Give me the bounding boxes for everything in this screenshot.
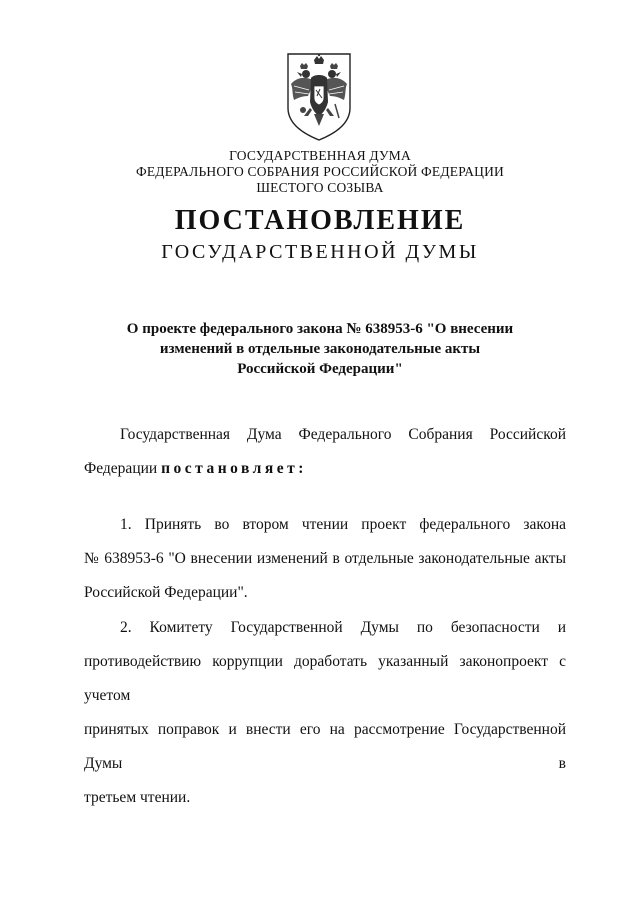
subject-line-3: Российской Федерации" (237, 361, 403, 377)
preamble-text: Федерации (84, 460, 162, 477)
preamble-line-2 (84, 452, 566, 486)
subject-line-2: изменений в отдельные законодательные акты (159, 341, 481, 357)
resolves-word: постановляет: (161, 460, 307, 477)
item-2-line-3: принятых поправок и внести его на рассмотрение Государственной Думы в (84, 721, 566, 772)
item-1-line-2: № 638953-6 "О внесении изменений в отдельные законодательные акты (84, 550, 566, 567)
subject-line-1: О проекте федерального закона № 638953-6 "О внесении (126, 321, 514, 337)
item-2-line-2: противодействию коррупции доработать указанный законопроект с учетом (84, 653, 566, 704)
header-line-3: ШЕСТОГО СОЗЫВА (256, 180, 384, 195)
subject-block (120, 319, 520, 379)
header-line-2: ФЕДЕРАЛЬНОГО СОБРАНИЯ РОССИЙСКОЙ ФЕДЕРАЦИИ (136, 164, 504, 179)
preamble (84, 418, 566, 486)
item-2-line-1: 2. Комитету Государственной Думы по безопасности и (120, 619, 566, 636)
item-1-line-1: 1. Принять во втором чтении проект федерального закона (120, 516, 566, 533)
document-title: ПОСТАНОВЛЕНИЕ (174, 205, 466, 236)
item-2 (84, 611, 566, 815)
header-line-1: ГОСУДАРСТВЕННАЯ ДУМА (229, 148, 411, 163)
item-1 (84, 508, 566, 610)
preamble-line-1: Государственная Дума Федерального Собрания Российской (120, 426, 566, 443)
item-2-line-4: третьем чтении. (84, 789, 191, 806)
coat-of-arms-emblem (284, 52, 354, 142)
document-subtitle: ГОСУДАРСТВЕННОЙ ДУМЫ (161, 241, 479, 263)
item-1-line-3: Российской Федерации". (84, 584, 248, 601)
